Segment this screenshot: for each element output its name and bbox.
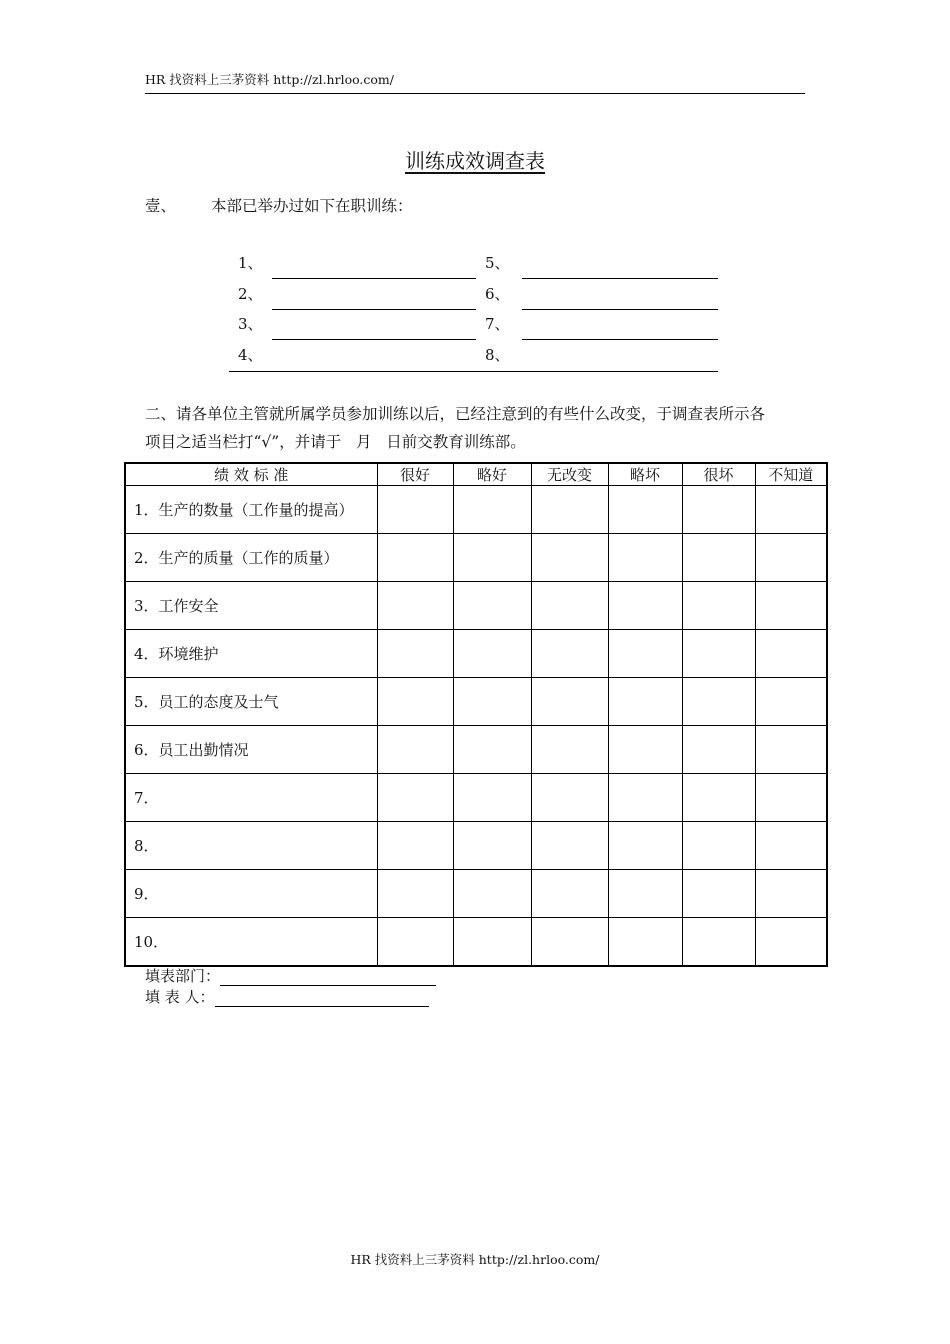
criteria-cell: 10．: [125, 918, 377, 967]
rating-cell[interactable]: [531, 678, 608, 726]
section-1: [145, 194, 413, 216]
rating-cell[interactable]: [755, 774, 827, 822]
header-slightly-good: 略好: [453, 463, 531, 486]
rating-cell[interactable]: [608, 870, 682, 918]
training-item-number: 3、: [238, 315, 263, 333]
rating-cell[interactable]: [682, 918, 755, 967]
training-item-number: 1、: [238, 254, 263, 272]
table-row: [125, 870, 827, 918]
header-criteria: 绩 效 标 准: [125, 463, 377, 486]
fill-department-row: [145, 965, 436, 986]
table-row: [125, 534, 827, 582]
table-header-row: [125, 463, 827, 486]
training-item-number: 8、: [485, 346, 510, 364]
rating-cell[interactable]: [531, 630, 608, 678]
rating-cell[interactable]: [608, 822, 682, 870]
rating-cell[interactable]: [531, 870, 608, 918]
rating-cell[interactable]: [531, 486, 608, 534]
header-very-bad: 很坏: [682, 463, 755, 486]
fill-department-field[interactable]: [220, 969, 436, 986]
training-blank-6[interactable]: [522, 309, 718, 310]
rating-cell[interactable]: [453, 678, 531, 726]
criteria-cell: 2．生产的质量（工作的质量）: [125, 534, 377, 582]
rating-cell[interactable]: [608, 630, 682, 678]
rating-cell[interactable]: [531, 774, 608, 822]
rating-cell[interactable]: [531, 534, 608, 582]
rating-cell[interactable]: [682, 630, 755, 678]
rating-cell[interactable]: [453, 534, 531, 582]
rating-cell[interactable]: [453, 726, 531, 774]
section-2: [145, 400, 815, 456]
section-1-number: 壹、: [145, 197, 177, 215]
table-row: [125, 678, 827, 726]
training-item-number: 4、: [238, 346, 263, 364]
rating-cell[interactable]: [377, 870, 453, 918]
criteria-cell: 8．: [125, 822, 377, 870]
rating-cell[interactable]: [755, 870, 827, 918]
rating-cell[interactable]: [755, 822, 827, 870]
evaluation-table: [124, 462, 828, 967]
rating-cell[interactable]: [377, 726, 453, 774]
header-slightly-bad: 略坏: [608, 463, 682, 486]
rating-cell[interactable]: [682, 822, 755, 870]
criteria-cell: 9．: [125, 870, 377, 918]
training-list: [238, 252, 718, 372]
training-blank-5[interactable]: [522, 278, 718, 279]
table-row: [125, 822, 827, 870]
rating-cell[interactable]: [377, 678, 453, 726]
table-row: [125, 726, 827, 774]
rating-cell[interactable]: [682, 726, 755, 774]
training-blank-3[interactable]: [272, 339, 476, 340]
rating-cell[interactable]: [682, 870, 755, 918]
fill-person-field[interactable]: [215, 990, 429, 1007]
rating-cell[interactable]: [755, 726, 827, 774]
header-unknown: 不知道: [755, 463, 827, 486]
criteria-cell: 3．工作安全: [125, 582, 377, 630]
rating-cell[interactable]: [453, 822, 531, 870]
rating-cell[interactable]: [608, 678, 682, 726]
rating-cell[interactable]: [608, 918, 682, 967]
table-row: [125, 486, 827, 534]
criteria-cell: 7．: [125, 774, 377, 822]
criteria-cell: 1．生产的数量（工作量的提高）: [125, 486, 377, 534]
rating-cell[interactable]: [608, 774, 682, 822]
rating-cell[interactable]: [531, 582, 608, 630]
section-2-line-2: 项目之适当栏打“√”，并请于 月 日前交教育训练部。: [145, 433, 526, 451]
section-2-line-1: 二、请各单位主管就所属学员参加训练以后，已经注意到的有些什么改变，于调查表所示各: [145, 405, 766, 423]
rating-cell[interactable]: [755, 486, 827, 534]
rating-cell[interactable]: [682, 582, 755, 630]
training-blank-2[interactable]: [272, 309, 476, 310]
rating-cell[interactable]: [682, 678, 755, 726]
rating-cell[interactable]: [453, 582, 531, 630]
header-very-good: 很好: [377, 463, 453, 486]
rating-cell[interactable]: [682, 774, 755, 822]
table-row: [125, 582, 827, 630]
criteria-cell: 4．环境维护: [125, 630, 377, 678]
training-blank-7[interactable]: [522, 339, 718, 340]
training-blank-1[interactable]: [272, 278, 476, 279]
rating-cell[interactable]: [531, 918, 608, 967]
training-item-number: 6、: [485, 285, 510, 303]
rating-cell[interactable]: [377, 822, 453, 870]
rating-cell[interactable]: [531, 726, 608, 774]
rating-cell[interactable]: [755, 678, 827, 726]
document-title-wrap: [0, 145, 950, 174]
table-row: [125, 918, 827, 967]
rating-cell[interactable]: [453, 918, 531, 967]
rating-cell[interactable]: [377, 534, 453, 582]
rating-cell[interactable]: [377, 918, 453, 967]
training-item-number: 5、: [485, 254, 510, 272]
rating-cell[interactable]: [755, 630, 827, 678]
table-row: [125, 774, 827, 822]
table-row: [125, 630, 827, 678]
rating-cell[interactable]: [608, 726, 682, 774]
criteria-cell: 6．员工出勤情况: [125, 726, 377, 774]
fill-person-label: 填 表 人：: [145, 988, 215, 1006]
rating-cell[interactable]: [377, 486, 453, 534]
training-blank-4-8[interactable]: [229, 371, 718, 372]
document-title: 训练成效调查表: [405, 149, 545, 173]
fill-department-label: 填表部门：: [145, 967, 221, 985]
section-1-text: 本部已举办过如下在职训练：: [211, 197, 413, 215]
rating-cell[interactable]: [755, 918, 827, 967]
rating-cell[interactable]: [377, 582, 453, 630]
training-item-number: 7、: [485, 315, 510, 333]
rating-cell[interactable]: [453, 870, 531, 918]
rating-cell[interactable]: [531, 822, 608, 870]
training-item-number: 2、: [238, 285, 263, 303]
rating-cell[interactable]: [682, 534, 755, 582]
rating-cell[interactable]: [608, 582, 682, 630]
rating-cell[interactable]: [608, 534, 682, 582]
rating-cell[interactable]: [453, 774, 531, 822]
rating-cell[interactable]: [453, 630, 531, 678]
rating-cell[interactable]: [377, 774, 453, 822]
page-footer: HR 找资料上三茅资料 http://zl.hrloo.com/: [350, 1252, 600, 1267]
rating-cell[interactable]: [377, 630, 453, 678]
fill-person-row: [145, 986, 429, 1007]
rating-cell[interactable]: [453, 486, 531, 534]
rating-cell[interactable]: [682, 486, 755, 534]
rating-cell[interactable]: [608, 486, 682, 534]
header-no-change: 无改变: [531, 463, 608, 486]
rating-cell[interactable]: [755, 534, 827, 582]
criteria-cell: 5．员工的态度及士气: [125, 678, 377, 726]
page-header: HR 找资料上三茅资料 http://zl.hrloo.com/: [145, 70, 805, 94]
rating-cell[interactable]: [755, 582, 827, 630]
